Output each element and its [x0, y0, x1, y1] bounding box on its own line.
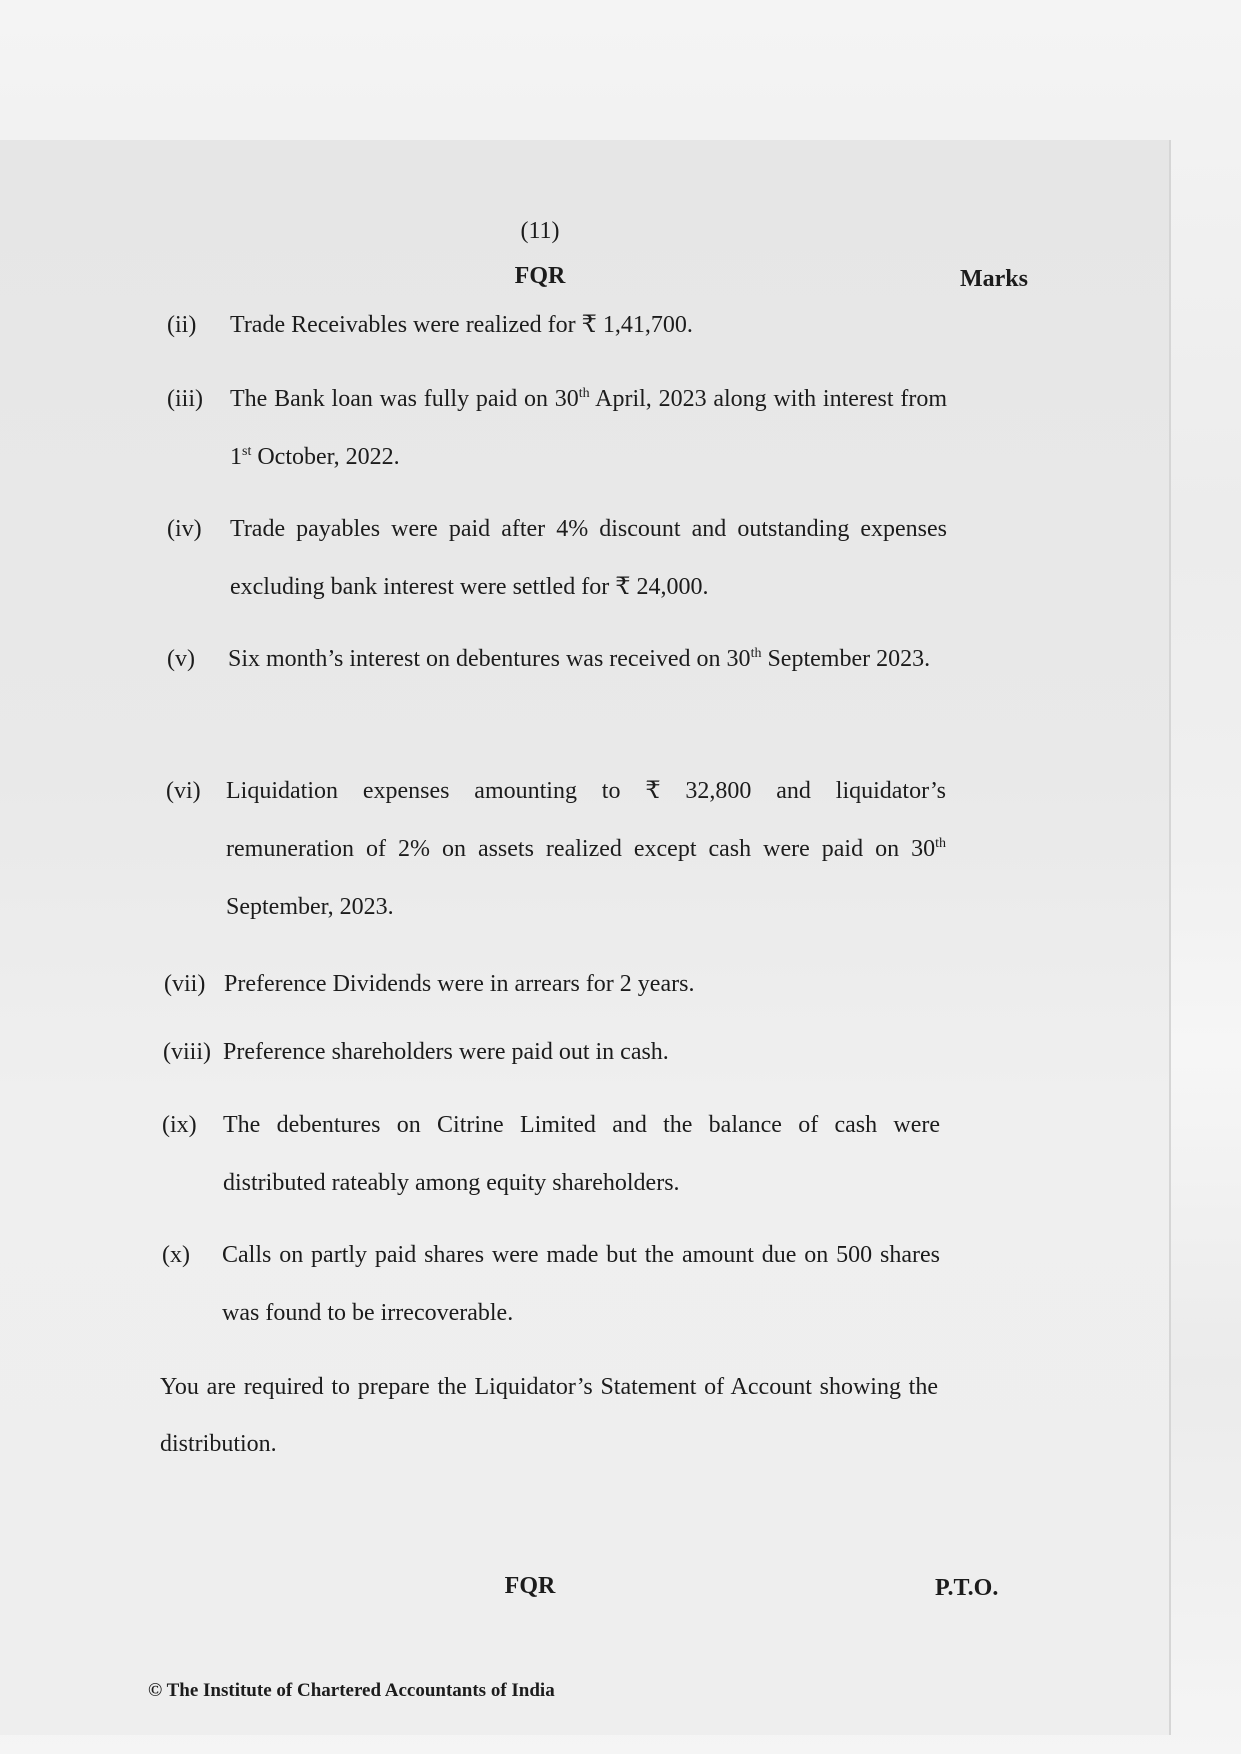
marks-label: Marks	[960, 266, 1028, 292]
item-number: (ii)	[167, 312, 197, 338]
pto-label: P.T.O.	[935, 1575, 999, 1601]
item-text: Preference Dividends were in arrears for 2 years.	[224, 971, 695, 997]
item-text: Six month’s interest on debentures was received on 30th September 2023.	[228, 646, 931, 672]
item-number: (v)	[167, 646, 195, 672]
paper-code-header: FQR	[514, 263, 566, 289]
item-number: (viii)	[163, 1039, 211, 1065]
paper-code-footer: FQR	[504, 1573, 556, 1599]
item-number: (x)	[162, 1242, 190, 1268]
item-text: Preference shareholders were paid out in cash.	[223, 1039, 669, 1065]
item-number: (iii)	[167, 386, 203, 412]
item-number: (ix)	[162, 1112, 197, 1138]
item-text: The Bank loan was fully paid on 30th April, 2023 along with interest from 1st October, 2022.	[230, 386, 948, 470]
scan-edge	[1169, 140, 1171, 1735]
item-number: (vii)	[164, 971, 206, 997]
page-number: (11)	[520, 218, 560, 244]
item-text: Trade payables were paid after 4% discount and outstanding expenses excluding bank interest were settled for ₹ 24,000.	[230, 516, 947, 600]
item-number: (iv)	[167, 516, 202, 542]
item-text: Calls on partly paid shares were made but the amount due on 500 shares was found to be irrecoverable.	[222, 1242, 940, 1326]
copyright-notice: © The Institute of Chartered Accountants of India	[148, 1680, 555, 1701]
item-text: Trade Receivables were realized for ₹ 1,41,700.	[230, 312, 693, 338]
item-text: The debentures on Citrine Limited and the balance of cash were distributed rateably among equity shareholders.	[223, 1112, 940, 1196]
closing-instruction: You are required to prepare the Liquidator’s Statement of Account showing the distribution.	[160, 1374, 938, 1457]
item-number: (vi)	[166, 778, 201, 804]
item-text: Liquidation expenses amounting to ₹ 32,800 and liquidator’s remuneration of 2% on assets realized except cash were paid on 30th September, 2023.	[226, 778, 946, 920]
